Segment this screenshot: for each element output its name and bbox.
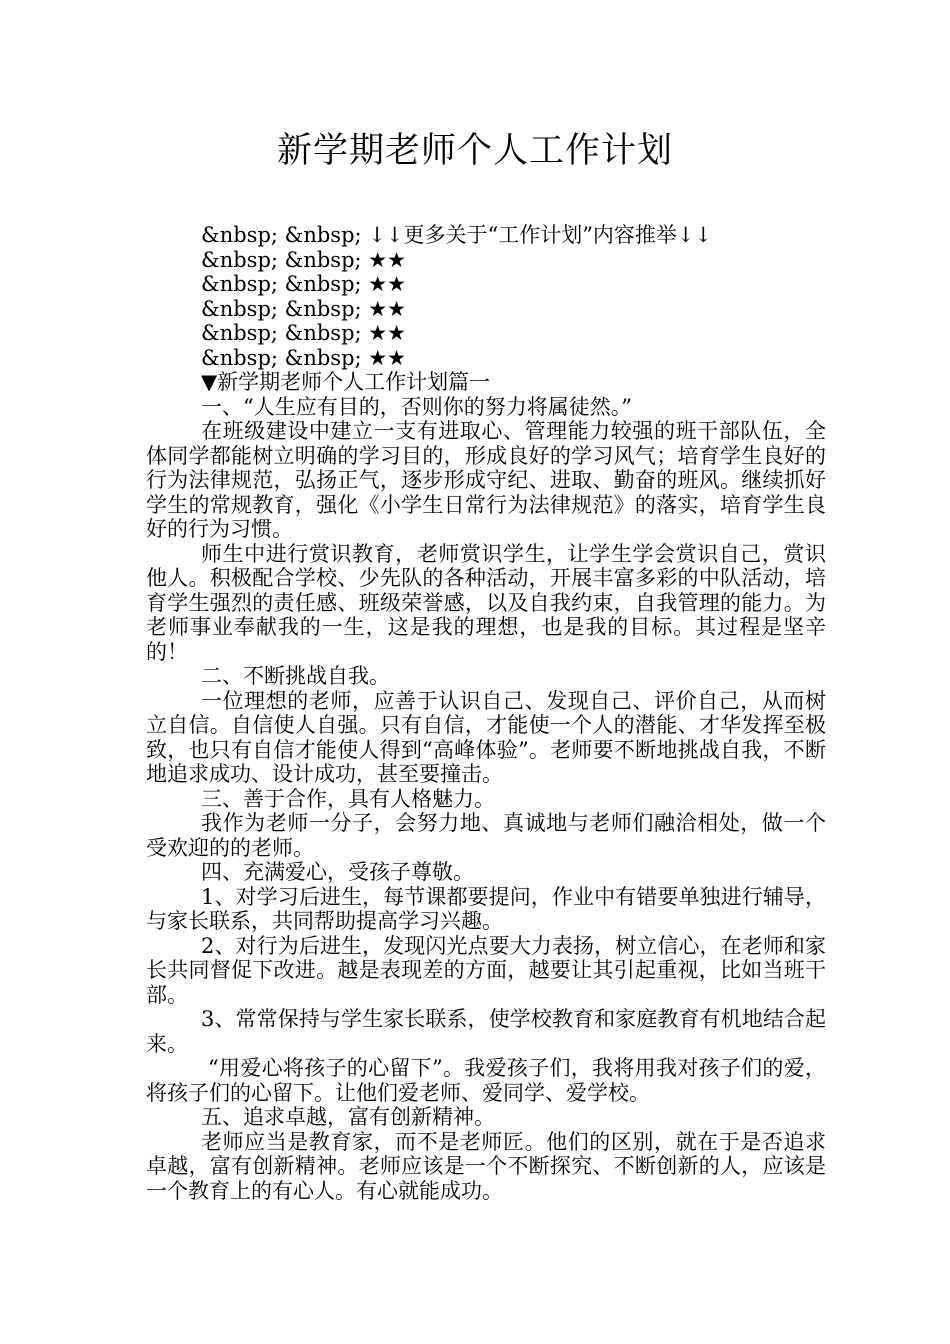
list-item: 3、常常保持与学生家长联系，使学校教育和家庭教育有机地结合起来。 — [146, 1007, 826, 1056]
star-line: &nbsp; &nbsp; ★★ — [201, 321, 406, 345]
heading-1: 一、“人生应有目的，否则你的努力将属徒然。” — [201, 394, 632, 419]
heading-5: 五、追求卓越，富有创新精神。 — [201, 1105, 495, 1129]
paragraph: 我作为老师一分子，会努力地、真诚地与老师们融洽相处，做一个受欢迎的的老师。 — [146, 811, 826, 860]
paragraph: 师生中进行赏识教育，老师赏识学生，让学生学会赏识自己，赏识他人。积极配合学校、少先队的各种活动，开展丰富多彩的中队活动，培育学生强烈的责任感、班级荣誉感，以及自我约束，自我管理的能力。为老师事业奉献我的一生，这是我的理想，也是我的目标。其过程是坚辛的！ — [146, 541, 826, 664]
heading-4: 四、充满爱心，受孩子尊敬。 — [201, 860, 474, 884]
star-line: &nbsp; &nbsp; ★★ — [201, 345, 406, 370]
recommend-line: &nbsp; &nbsp; ↓↓更多关于“工作计划”内容推举↓↓ — [201, 223, 713, 247]
paragraph: 老师应当是教育家，而不是老师匠。他们的区别，就在于是否追求卓越，富有创新精神。老师应该是一个不断探究、不断创新的人，应该是一个教育上的有心人。有心就能成功。 — [146, 1129, 826, 1203]
document-title: 新学期老师个人工作计划 — [276, 131, 673, 171]
section-title: ▼新学期老师个人工作计划篇一 — [201, 370, 491, 394]
heading-2: 二、不断挑战自我。 — [201, 664, 390, 688]
star-line: &nbsp; &nbsp; ★★ — [201, 247, 406, 272]
paragraph: “用爱心将孩子的心留下”。我爱孩子们，我将用我对孩子们的爱，将孩子们的心留下。让他们爱老师、爱同学、爱学校。 — [146, 1056, 826, 1105]
paragraph: 在班级建设中建立一支有进取心、管理能力较强的班干部队伍，全体同学都能树立明确的学习目的，形成良好的学习风气；培育学生良好的行为法律规范，弘扬正气，逐步形成守纪、进取、勤奋的班风。继续抓好学生的常规教育，强化《小学生日常行为法律规范》的落实，培育学生良好的行为习惯。 — [146, 419, 826, 541]
list-item: 1、对学习后进生，每节课都要提问，作业中有错要单独进行辅导，与家长联系，共同帮助提高学习兴趣。 — [146, 884, 826, 933]
paragraph: 一位理想的老师，应善于认识自己、发现自己、评价自己，从而树立自信。自信使人自强。只有自信，才能使一个人的潜能、才华发挥至极致，也只有自信才能使人得到“高峰体验”。老师要不断地挑战自我，不断地追求成功、设计成功，甚至要撞击。 — [146, 688, 826, 786]
list-item: 2、对行为后进生，发现闪光点要大力表扬，树立信心，在老师和家长共同督促下改进。越是表现差的方面，越要让其引起重视，比如当班干部。 — [146, 933, 826, 1007]
star-line: &nbsp; &nbsp; ★★ — [201, 296, 406, 321]
heading-3: 三、善于合作，具有人格魅力。 — [201, 786, 495, 811]
star-line: &nbsp; &nbsp; ★★ — [201, 272, 406, 296]
document-body — [146, 223, 826, 1203]
